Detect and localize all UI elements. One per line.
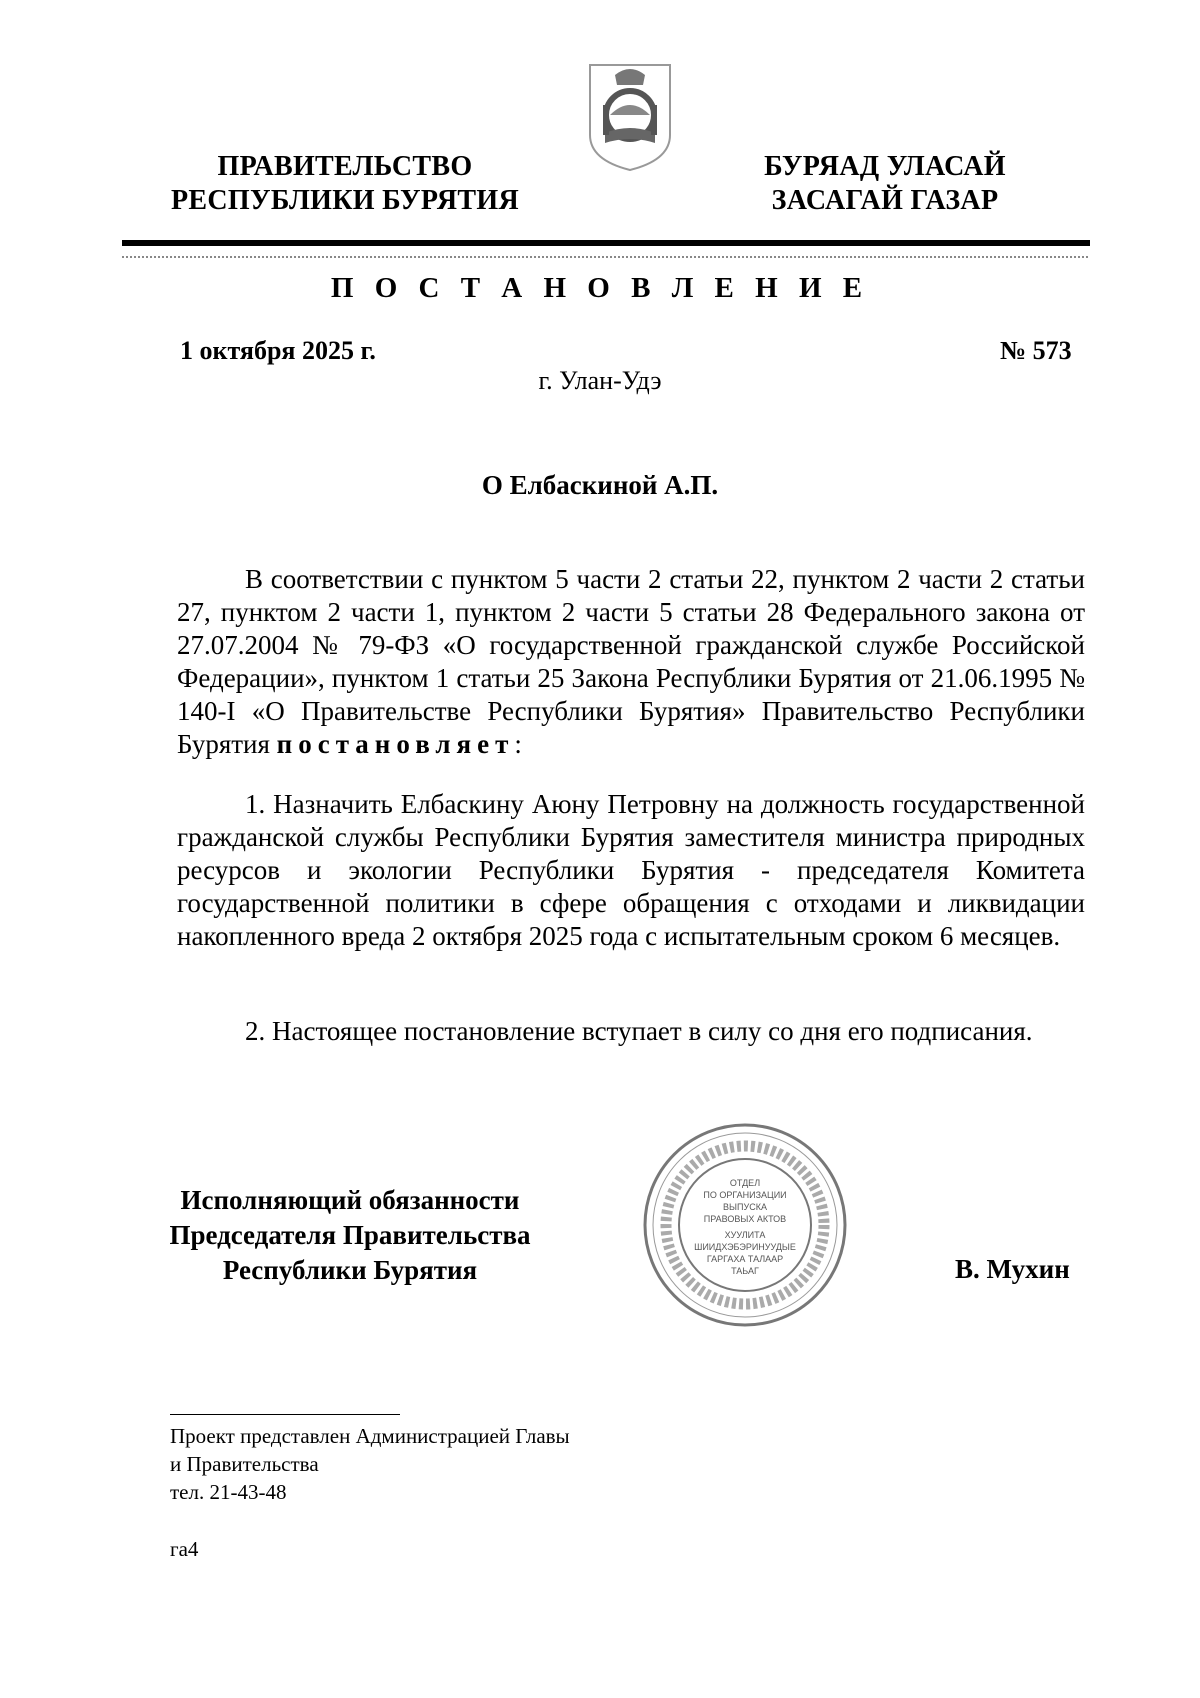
- seal-text-8: ТАЬАГ: [731, 1266, 759, 1276]
- signatory-title-line2: Председателя Правительства: [169, 1220, 531, 1250]
- document-city: г. Улан-Удэ: [538, 366, 662, 395]
- official-seal-stamp: [640, 1120, 850, 1330]
- header-left-line2: РЕСПУБЛИКИ БУРЯТИЯ: [171, 185, 519, 216]
- header-right-line2: ЗАСАГАЙ ГАЗАР: [771, 185, 999, 216]
- document-type-title: П О С Т А Н О В Л Е Н И Е: [330, 272, 870, 304]
- seal-text-3: ВЫПУСКА: [723, 1202, 767, 1212]
- document-date: 1 октября 2025 г.: [180, 336, 376, 365]
- header-right-line1: БУРЯАД УЛАСАЙ: [764, 151, 1006, 182]
- document-subject: О Елбаскиной А.П.: [481, 470, 719, 500]
- header-left-line1: ПРАВИТЕЛЬСТВО: [217, 151, 473, 182]
- signatory-title-line1: Исполняющий обязанности: [180, 1185, 520, 1215]
- seal-text-5: ХУУЛИТА: [724, 1230, 766, 1240]
- resolves-word: постановляет: [276, 729, 515, 759]
- footer-code: га4: [170, 1537, 199, 1561]
- header-rule-thin: [122, 256, 1090, 258]
- footer-rule: [170, 1414, 400, 1415]
- seal-text-4: ПРАВОВЫХ АКТОВ: [703, 1214, 787, 1224]
- seal-text-6: ШИИДХЭБЭРИНУУДЫЕ: [694, 1242, 796, 1252]
- signatory-title-line3: Республики Бурятия: [222, 1255, 478, 1285]
- item-1-paragraph: 1. Назначить Елбаскину Аюну Петровну на должность государственной гражданской службы Республики Бурятия заместителя министра природных ресурсов и экологии Республики Бурятия - председателя Комитета государственной политики в сфере обращения с отходами и ликвидации накопленного вреда 2 октября 2025 года с испытательным сроком 6 месяцев.: [177, 789, 1085, 951]
- signatory-title: [150, 1183, 550, 1288]
- signatory-name: В. Мухин: [955, 1254, 1070, 1284]
- item-2-paragraph: 2. Настоящее постановление вступает в силу со дня его подписания.: [245, 1016, 1033, 1046]
- footer-line1: Проект представлен Администрацией Главы: [170, 1424, 570, 1448]
- header-rule-thick: [122, 240, 1090, 246]
- seal-text-2: ПО ОРГАНИЗАЦИИ: [703, 1190, 787, 1200]
- coat-of-arms-emblem: [585, 55, 675, 175]
- preamble-paragraph: [177, 563, 1085, 761]
- footer-line3: тел. 21-43-48: [170, 1480, 287, 1504]
- seal-text-7: ГАРГАХА ТАЛААР: [706, 1254, 784, 1264]
- resolves-colon: :: [514, 729, 522, 759]
- seal-text-1: ОТДЕЛ: [729, 1178, 761, 1188]
- footer-note: [170, 1422, 570, 1506]
- document-number: № 573: [1000, 336, 1072, 365]
- footer-line2: и Правительства: [170, 1452, 319, 1476]
- preamble-text: В соответствии с пунктом 5 части 2 статьи 22, пунктом 2 части 2 статьи 27, пунктом 2 части 1, пунктом 2 части 5 статьи 28 Федерального закона от 27.07.2004 № 79-ФЗ «О государственной гражданской службе Российской Федерации», пунктом 1 статьи 25 Закона Республики Бурятия от 21.06.1995 № 140-I «О Правительстве Республики Бурятия» Правительство Республики Бурятия: [177, 564, 1085, 759]
